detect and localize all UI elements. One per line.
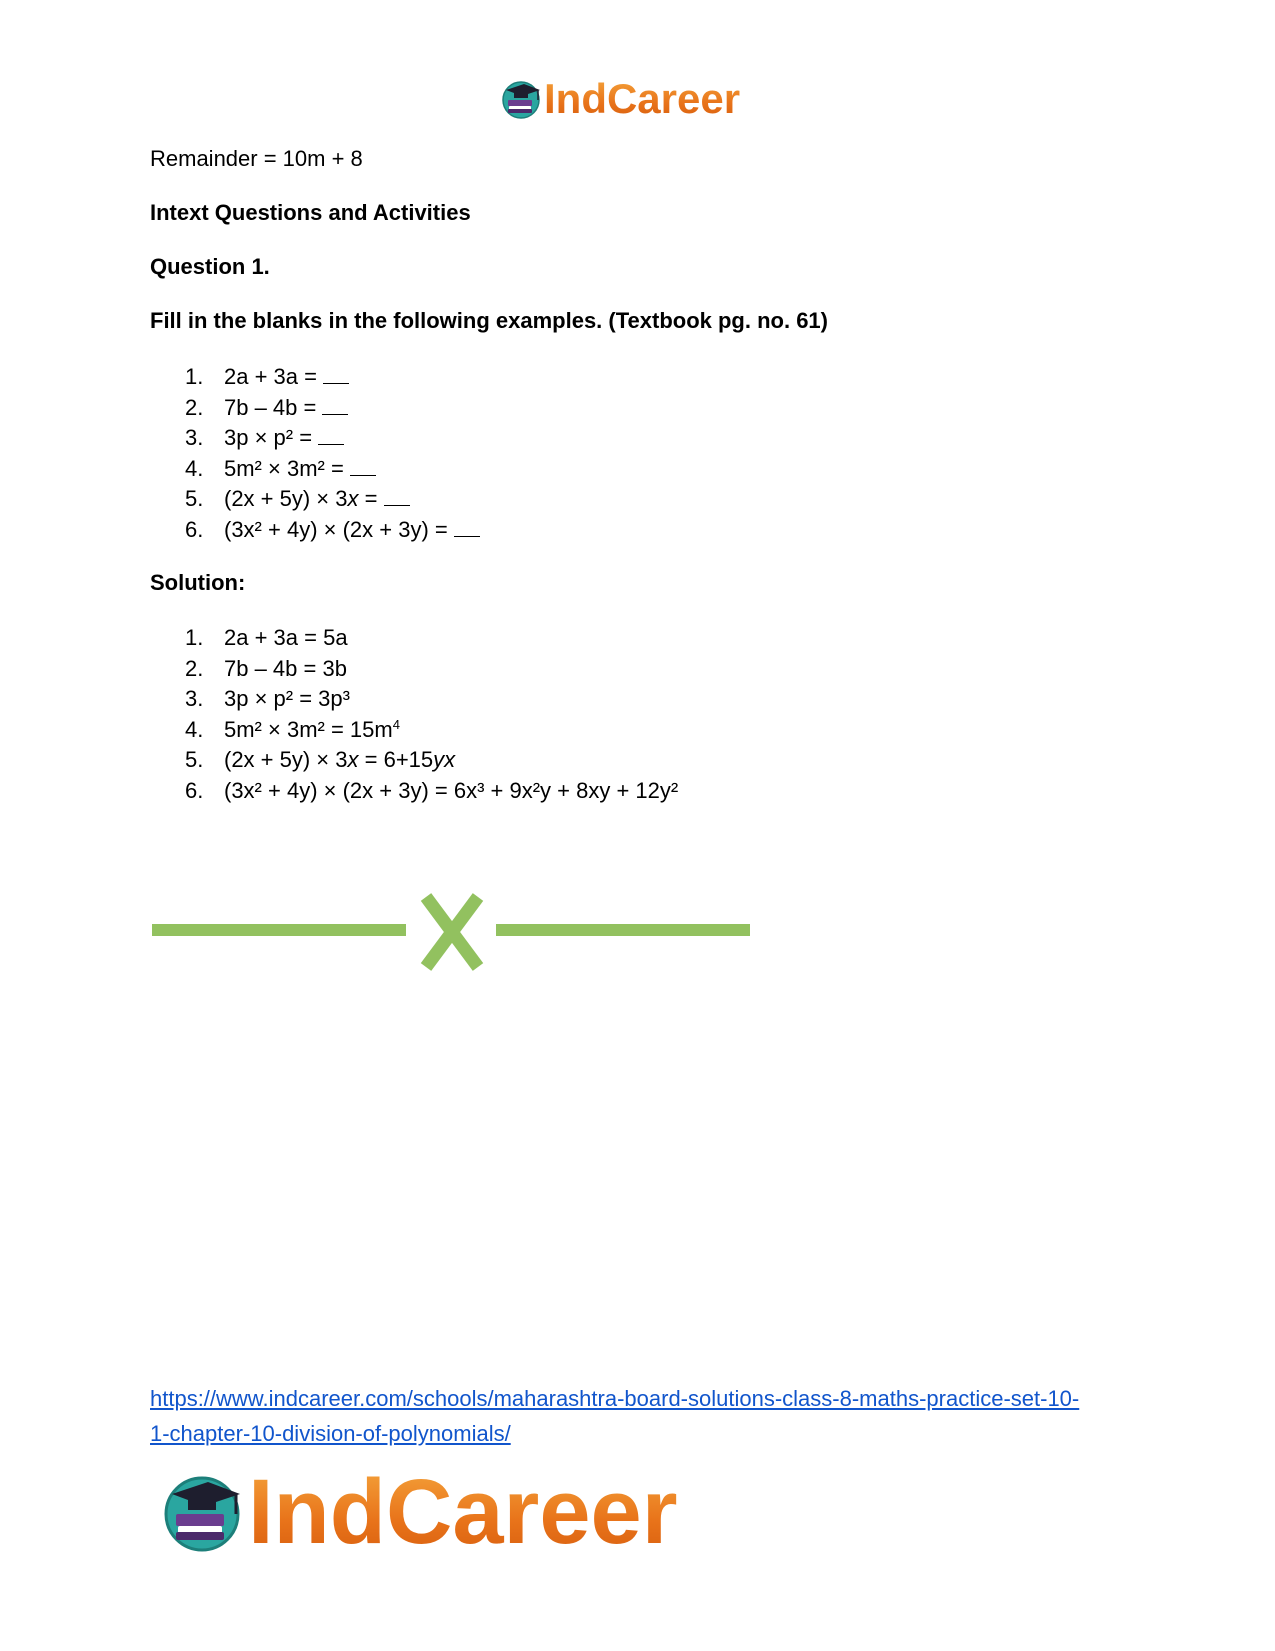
italic-variable: x (347, 486, 359, 511)
list-number: 6. (185, 777, 204, 803)
list-item (150, 623, 348, 654)
list-item (150, 654, 347, 685)
brand-wordmark: IndCareer (248, 1461, 678, 1563)
graduation-book-icon (160, 1470, 244, 1554)
source-link[interactable] (150, 1381, 1150, 1451)
list-number: 4. (185, 455, 204, 481)
list-item (150, 362, 324, 393)
answer-blank (323, 365, 349, 384)
question-label: Question 1. (150, 254, 270, 279)
list-item (150, 776, 679, 807)
list-number: 2. (185, 394, 204, 420)
solution-expression: 2a + 3a = 5a (224, 625, 348, 650)
question-expression: (2x + 5y) × 3 (224, 486, 348, 511)
solution-expression: 7b – 4b = 3b (224, 655, 347, 681)
list-item (150, 745, 456, 776)
question-text: Fill in the blanks in the following examples. (Textbook pg. no. 61) (150, 308, 828, 333)
list-number: 4. (185, 716, 204, 742)
graduation-book-icon (500, 78, 542, 120)
solution-expression: 5m² × 3m² = 15m (224, 716, 393, 742)
answer-blank (454, 518, 480, 537)
section-title: Intext Questions and Activities (150, 200, 471, 225)
list-number: 3. (185, 425, 204, 450)
italic-variable: x (347, 747, 359, 772)
solution-expression: 3p × p² = 3p³ (224, 686, 350, 711)
divider-line-right (496, 924, 750, 936)
source-link-line1[interactable]: https://www.indcareer.com/schools/maharashtra-board-solutions-class-8-maths-practice-set-10- (150, 1386, 1080, 1411)
list-item (150, 423, 319, 454)
answer-blank (350, 457, 376, 476)
solution-label: Solution: (150, 570, 246, 595)
brand-wordmark: IndCareer (544, 75, 741, 122)
remainder-line: Remainder = 10m + 8 (150, 146, 363, 171)
list-item (150, 393, 323, 424)
solution-expression: (3x² + 4y) × (2x + 3y) = 6x³ + 9x²y + 8xy + 12y² (224, 777, 679, 803)
list-number: 3. (185, 686, 204, 711)
header-logo (500, 75, 741, 122)
footer-logo (160, 1461, 678, 1563)
list-item (150, 515, 454, 546)
list-number: 6. (185, 516, 204, 542)
list-number: 2. (185, 655, 204, 681)
questions-list (150, 362, 454, 545)
superscript: 4 (392, 716, 400, 732)
list-number: 5. (185, 747, 204, 772)
list-item (150, 684, 350, 715)
answer-blank (322, 396, 348, 415)
italic-variable: yx (433, 747, 456, 772)
solution-expression: (2x + 5y) × 3 (224, 747, 348, 772)
divider-line-left (152, 924, 406, 936)
source-link-line2[interactable]: 1-chapter-10-division-of-polynomials/ (150, 1421, 511, 1446)
list-item (150, 484, 384, 515)
section-divider (152, 893, 752, 973)
answer-blank (384, 487, 410, 506)
list-number: 1. (185, 625, 204, 650)
answer-blank (318, 426, 344, 445)
list-item (150, 454, 350, 485)
solution-expression-mid: = 6+15 (358, 747, 434, 772)
question-expression: (3x² + 4y) × (2x + 3y) = (224, 516, 454, 542)
question-expression: 2a + 3a = (224, 364, 324, 389)
question-expression: 5m² × 3m² = (224, 455, 350, 481)
question-expression: 3p × p² = (224, 425, 319, 450)
question-expression-tail: = (358, 486, 384, 511)
question-expression: 7b – 4b = (224, 394, 323, 420)
list-number: 5. (185, 486, 204, 511)
list-number: 1. (185, 364, 204, 389)
divider-x-icon (426, 897, 478, 967)
